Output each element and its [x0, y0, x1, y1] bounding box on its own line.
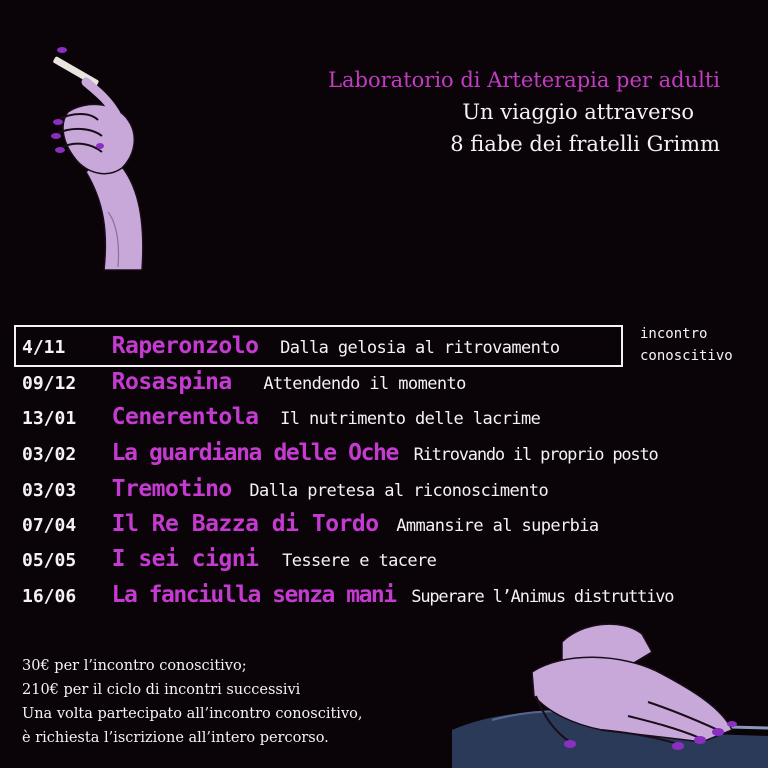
pricing-info — [22, 654, 362, 750]
session-row — [22, 546, 436, 572]
session-date: 03/02 — [22, 444, 77, 465]
session-subtitle: Attendendo il momento — [263, 374, 466, 394]
session-row — [22, 404, 540, 430]
workshop-subtitle: Un viaggio attraverso — [462, 100, 694, 124]
session-row — [22, 582, 673, 608]
session-tale: Raperonzolo — [111, 333, 259, 359]
hand-holding-cigarette-icon — [46, 42, 166, 272]
session-row — [22, 440, 658, 466]
price-intro: 30€ per l’incontro conoscitivo; — [22, 658, 247, 674]
header — [328, 64, 720, 160]
session-tale: Il Re Bazza di Tordo — [111, 511, 379, 537]
session-tale: I sei cigni — [111, 546, 259, 572]
session-date: 16/06 — [22, 586, 77, 607]
session-tale: La fanciulla senza mani — [111, 582, 396, 608]
session-date: 13/01 — [22, 408, 77, 429]
session-date: 05/05 — [22, 550, 77, 571]
session-date: 4/11 — [22, 337, 66, 358]
session-tale: Tremotino — [111, 476, 232, 502]
session-row — [22, 476, 548, 502]
session-date: 07/04 — [22, 515, 77, 536]
enrollment-note-1: Una volta partecipato all’incontro conoscitivo, — [22, 706, 363, 722]
session-tale: La guardiana delle Oche — [111, 440, 398, 466]
session-row — [22, 333, 560, 359]
session-subtitle: Tessere e tacere — [282, 551, 437, 571]
session-subtitle: Dalla gelosia al ritrovamento — [280, 338, 560, 358]
session-subtitle: Ritrovando il proprio posto — [413, 445, 658, 465]
session-subtitle: Ammansire al superbia — [396, 516, 599, 536]
session-tale: Rosaspina — [111, 369, 232, 395]
session-date: 09/12 — [22, 373, 77, 394]
session-subtitle: Dalla pretesa al riconoscimento — [249, 481, 549, 501]
session-subtitle: Il nutrimento delle lacrime — [280, 409, 541, 429]
session-row — [22, 369, 466, 395]
session-subtitle: Superare l’Animus distruttivo — [411, 587, 674, 607]
workshop-subtitle-2: 8 fiabe dei fratelli Grimm — [450, 132, 720, 156]
intro-session-note: incontro conoscitivo — [640, 326, 733, 364]
price-cycle: 210€ per il ciclo di incontri successivi — [22, 682, 301, 698]
session-date: 03/03 — [22, 480, 77, 501]
session-row — [22, 511, 599, 537]
enrollment-note-2: è richiesta l’iscrizione all’intero percorso. — [22, 730, 329, 746]
hand-on-book-icon — [452, 612, 768, 768]
session-tale: Cenerentola — [111, 404, 259, 430]
workshop-title: Laboratorio di Arteterapia per adulti — [328, 68, 720, 92]
